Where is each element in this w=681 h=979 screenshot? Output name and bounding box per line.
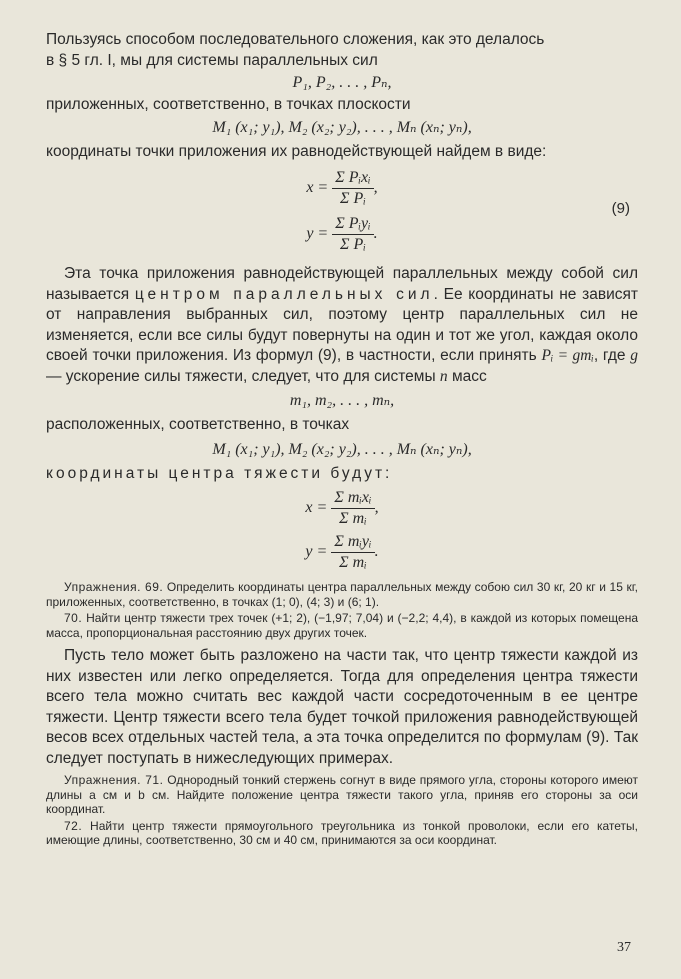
formula-forces: P₁, P₂, . . . , Pₙ, <box>292 74 392 91</box>
exercise-71-label: Упражнения. 71. <box>64 773 164 787</box>
exercise-69-label: Упражнения. 69. <box>64 580 164 594</box>
exercise-70 <box>46 611 638 640</box>
equation-y <box>46 214 638 255</box>
p4-part2: . Ее координаты не зависят от направления выбранных сил, поэтому центр параллельных сил не изменяется, если все силы будут повернуты на один и тот же угол, каждая около своей точки приложения. Из формул (9), в частности, если принять <box>46 285 639 364</box>
eqm-x-comma: , <box>374 499 379 517</box>
equation-9 <box>46 166 638 258</box>
eq-x-lhs: x = <box>306 179 329 197</box>
paragraph-coords-center-gravity: координаты центра тяжести будут: <box>46 464 393 482</box>
equation-number: (9) <box>611 200 630 217</box>
exercise-70-label: 70. <box>64 611 83 625</box>
p4-part5: масс <box>447 367 487 385</box>
paragraph-center-of-parallel-forces <box>46 264 638 387</box>
exercise-69-text: Определить координаты центра параллельных между собою сил 30 кг, 20 кг и 15 кг, приложенных, соответственно, в точках (1; 0), (4; 3) и (6; 1). <box>46 580 638 609</box>
p4-part3: , где <box>593 347 631 364</box>
eqm-x-lhs: x = <box>305 499 328 517</box>
eq-x-denominator: Σ Pᵢ <box>340 190 366 207</box>
exercise-69 <box>46 580 638 609</box>
eq-x-comma: , <box>373 179 378 197</box>
eqm-x-fraction <box>331 488 374 529</box>
eqm-y-fraction <box>331 532 374 573</box>
eq-y-denominator: Σ Pᵢ <box>340 236 366 253</box>
exercise-71 <box>46 773 638 817</box>
eqm-y-period: . <box>374 543 379 561</box>
term-center-parallel-forces: центром параллельных сил <box>134 285 434 303</box>
formula-points: M₁ (x₁; y₁), M₂ (x₂; y₂), . . . , Mₙ (xₙ; yₙ), <box>212 118 472 136</box>
eq-y-period: . <box>373 225 378 243</box>
paragraph-intro-line2: в § 5 гл. I, мы для системы параллельных сил <box>46 51 378 69</box>
exercise-72-label: 72. <box>64 818 83 833</box>
exercise-72-text: Найти центр тяжести прямоугольного треугольника из тонкой проволоки, если его катеты, имеющие длины, соответственно, 30 см и 40 см, принимаются за оси координат. <box>46 818 638 847</box>
equation-x <box>46 168 638 209</box>
exercise-70-text: Найти центр тяжести трех точек (+1; 2), (−1,97; 7,04) и (−2,2; 4,4), в каждой из которых помещена масса, пропорциональная расстоянию двух других точек. <box>46 611 638 640</box>
exercise-72 <box>46 819 638 848</box>
page-content <box>46 30 638 848</box>
exercise-71-text: Однородный тонкий стержень согнут в виде прямого угла, стороны которого имеют длины a см и b см. Найдите положение центра тяжести такого угла, приняв его стороны за оси координат. <box>46 773 638 816</box>
eqm-y-lhs: y = <box>305 543 328 561</box>
eqm-y-denominator: Σ mᵢ <box>339 554 367 571</box>
eq-x-fraction <box>332 168 373 209</box>
equation-mass-x <box>46 488 638 529</box>
eq-y-numerator: Σ Pᵢyᵢ <box>332 214 373 235</box>
paragraph-located: расположенных, соответственно, в точках <box>46 416 350 433</box>
paragraph-intro-line1: Пользуясь способом последовательного сложения, как это делалось <box>46 31 545 48</box>
p4-g: g <box>630 347 638 364</box>
eqm-x-denominator: Σ mᵢ <box>339 510 367 527</box>
p4-formula: Pᵢ = gmᵢ <box>541 347 594 364</box>
formula-points-2: M₁ (x₁; y₁), M₂ (x₂; y₂), . . . , Mₙ (xₙ; yₙ), <box>212 440 472 458</box>
p4-part1: Эта точка приложения равнодействующей параллельных между собой сил называется <box>46 265 638 303</box>
paragraph-decomposition: Пусть тело может быть разложено на части так, что центр тяжести каждой из них известен или легко определяется. Тогда для определения центра тяжести всего тела можно считать вес каждой части сосредоточенным в ее центре тяжести. Центр тяжести всего тела будет точкой приложения равнодействующей весов всех отдельных частей тела, а эта точка определится по формулам (9). Так следует поступать в нижеследующих примерах. <box>46 647 638 767</box>
p4-part4: — ускорение силы тяжести, следует, что для системы <box>46 367 440 385</box>
paragraph-resultant: координаты точки приложения их равнодействующей найдем в виде: <box>46 142 547 160</box>
eqm-y-numerator: Σ mᵢyᵢ <box>331 532 374 553</box>
equation-mass <box>46 486 638 574</box>
eq-x-numerator: Σ Pᵢxᵢ <box>332 168 373 189</box>
eq-y-lhs: y = <box>306 225 329 243</box>
eq-y-fraction <box>332 214 373 255</box>
paragraph-points-intro: приложенных, соответственно, в точках плоскости <box>46 96 411 113</box>
formula-masses: m₁, m₂, . . . , mₙ, <box>289 392 395 409</box>
page-number: 37 <box>617 940 631 955</box>
equation-mass-y <box>46 532 638 573</box>
p4-n: n <box>439 367 448 385</box>
eqm-x-numerator: Σ mᵢxᵢ <box>331 488 374 509</box>
